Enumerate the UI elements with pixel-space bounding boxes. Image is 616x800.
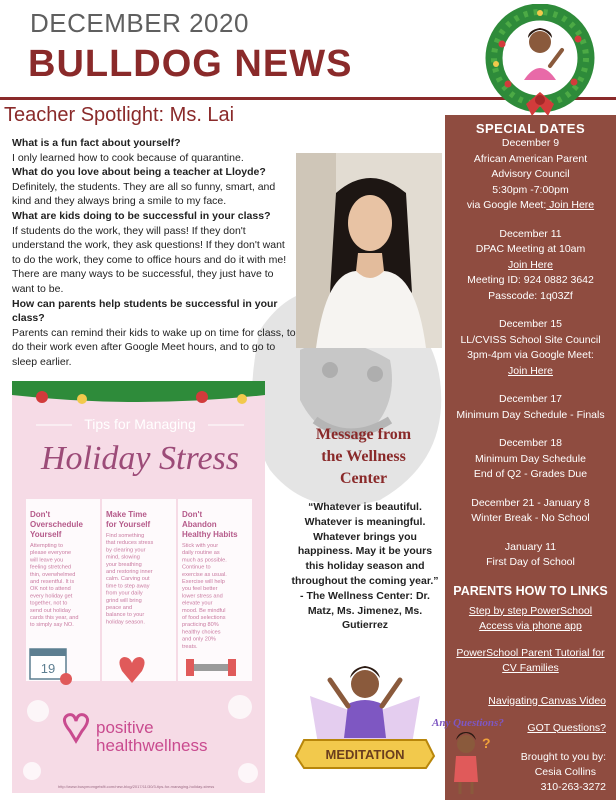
tip-heading: Don't: [182, 510, 203, 519]
event-line: Advisory Council: [491, 168, 570, 180]
teacher-photo: [296, 153, 442, 348]
meditation-label: MEDITATION: [325, 747, 405, 762]
question-mark-icon: ?: [482, 735, 491, 751]
tip-text-line: and resentful. It is: [30, 579, 75, 585]
event-line: via Google Meet:: [466, 199, 547, 211]
wellness-heading-line: the Wellness: [321, 448, 406, 465]
tip-text-line: will leave you: [30, 557, 64, 564]
tip-text-line: every holiday get: [30, 593, 73, 600]
wellness-heading-line: Message from: [315, 426, 412, 443]
tip-text-line: holiday season.: [106, 619, 145, 626]
event-line: LL/CVISS School Site Council: [460, 333, 601, 346]
spotlight-question: How can parents help students be successful in your class?: [12, 297, 278, 325]
footer-line: Brought to you by:: [520, 750, 606, 763]
event-dec-11: [445, 227, 616, 305]
spotlight-answer: Definitely, the students. They are all so funny, smart, and kind and they always bring a smile to my face.: [12, 180, 276, 208]
tip-text-line: from your daily: [106, 590, 143, 597]
event-line: 5:30pm -7:00pm: [492, 183, 569, 196]
tip-text-line: exercise as usual.: [182, 571, 227, 578]
spotlight-question: What do you love about being a teacher at Lloyde?: [12, 166, 266, 179]
event-date: December 15: [498, 318, 563, 330]
meditation-avatar-image: [290, 656, 440, 776]
tip-heading: Overschedule: [30, 520, 83, 529]
event-date: December 11: [499, 227, 562, 240]
calendar-day: 19: [40, 661, 56, 676]
event-date: December 18: [498, 437, 563, 449]
tip-text-line: you feel better: [182, 586, 218, 593]
poster-graphic: [12, 381, 265, 793]
join-link[interactable]: Join Here: [508, 364, 553, 377]
how-to-links-heading: PARENTS HOW TO LINKS: [453, 583, 608, 598]
tip-text-line: please everyone: [30, 550, 72, 557]
tip-text-line: much as possible.: [182, 557, 227, 564]
event-winter-break: [445, 496, 616, 527]
event-line: Passcode: 1q03Zf: [488, 289, 573, 302]
powerschool-phone-link[interactable]: Step by step PowerSchool Access via phone app: [468, 604, 593, 632]
event-date: January 11: [504, 540, 557, 553]
join-link[interactable]: Join Here: [508, 258, 553, 271]
event-line: First Day of School: [486, 556, 575, 568]
event-jan-11: [445, 540, 616, 571]
tip-text-line: time to step away: [106, 583, 150, 590]
any-questions-avatar-image: [430, 704, 514, 796]
brand-positive: positive: [96, 718, 154, 737]
any-questions-label: Any Questions?: [432, 717, 504, 729]
tip-text-line: and only 20%: [182, 636, 216, 643]
tip-text-line: by clearing your: [106, 547, 146, 554]
tip-text-line: to simply say NO.: [30, 622, 74, 629]
wellness-heading-line: Center: [339, 470, 388, 487]
tip-text-line: balance to your: [106, 612, 145, 619]
tip-text-line: that reduces stress: [106, 540, 154, 547]
event-date: December 21 - January 8: [471, 496, 590, 509]
tip-text-line: together, not to: [30, 600, 68, 607]
tip-heading: Healthy Habits: [182, 530, 238, 539]
spotlight-answer: Parents can remind their kids to wake up on time for class, to do their work even after Google Meet hours, and to go to sleep earlier.: [12, 326, 296, 368]
tip-text-line: calm. Carving out: [106, 576, 150, 583]
wellness-quote: “Whatever is beautiful. Whatever is meaningful. Whatever brings you happiness. May it be yours this holiday season and throughout the coming year.” - The Wellness Center: Dr. Matz, Ms. Jimenez, Ms. Gutierrez: [291, 501, 439, 632]
event-line: Winter Break - No School: [471, 512, 590, 524]
event-line: 3pm-4pm via Google Meet:: [467, 349, 594, 361]
brand-healthwellness: healthwellness: [96, 736, 208, 755]
poster-source-url[interactable]: http://www.busymomgetsfit.com/new-blog/2017/11/30/3-tips-for-managing-holiday-stress: [58, 784, 215, 789]
newsletter-title: BULLDOG NEWS: [28, 43, 353, 85]
tip-text-line: send out holiday: [30, 607, 71, 614]
event-line: Meeting ID: 924 0882 3642: [467, 274, 594, 286]
tip-text-line: Continue to: [182, 564, 211, 571]
spotlight-answer: If students do the work, they will pass! If they don't understand the work, they ask questions! If they don't want to do the work, they come to office hours and do it with me! There are many ways to be successful, they just have to want to be.: [12, 224, 287, 295]
tip-text-line: elevate your: [182, 600, 213, 607]
tip-text-line: peace and: [106, 605, 133, 611]
spotlight-interview: [12, 136, 296, 370]
spotlight-answer: I only learned how to cook because of quarantine.: [12, 151, 244, 164]
tip-text-line: thin, overwhelmed: [30, 571, 76, 578]
holiday-stress-poster: [12, 381, 265, 793]
event-line: African American Parent: [473, 152, 588, 165]
wreath-avatar-image: [482, 4, 600, 122]
footer-phone: 310-263-3272: [540, 780, 606, 793]
tip-text-line: lower stress and: [182, 593, 223, 600]
tip-heading: Make Time: [106, 510, 147, 519]
powerschool-tutorial-link[interactable]: PowerSchool Parent Tutorial for CV Families: [456, 646, 605, 674]
tip-text-line: feeling stretched: [30, 564, 72, 571]
tip-text-line: grind will bring: [106, 597, 142, 604]
tip-text-line: of food selections: [182, 615, 226, 621]
join-link[interactable]: Join Here: [546, 199, 595, 211]
tip-text-line: practicing 80%: [182, 622, 219, 629]
event-line: Minimum Day Schedule: [475, 452, 586, 465]
spotlight-question: What are kids doing to be successful in your class?: [12, 209, 271, 222]
spotlight-question: What is a fun fact about yourself?: [12, 137, 181, 149]
poster-title: Holiday Stress: [40, 440, 240, 477]
footer-name: Cesia Collins: [534, 765, 596, 778]
tip-text-line: daily routine as: [182, 550, 220, 557]
event-date: December 9: [501, 137, 560, 149]
special-dates-heading: SPECIAL DATES: [475, 121, 586, 136]
tip-text-line: Find something: [106, 533, 145, 539]
tip-text-line: Attempting to: [30, 543, 63, 549]
tip-text-line: OK not to attend: [30, 586, 71, 593]
tip-text-line: Exercise will help: [182, 579, 225, 585]
spotlight-title: Teacher Spotlight: Ms. Lai: [4, 104, 235, 126]
tip-text-line: mind, slowing: [106, 554, 140, 561]
event-line: End of Q2 - Grades Due: [473, 468, 588, 480]
got-questions-link[interactable]: GOT Questions?: [527, 721, 606, 734]
tip-text-line: and restoring inner: [106, 569, 153, 575]
special-dates-sidebar: [445, 115, 616, 800]
tip-text-line: mood. Be mindful: [182, 607, 226, 614]
tip-text-line: treats.: [182, 643, 198, 650]
event-dec-9: [445, 136, 616, 214]
poster-kicker: Tips for Managing: [84, 416, 196, 432]
tip-text-line: Stick with your: [182, 543, 219, 549]
event-date: December 17: [498, 393, 563, 405]
event-dec-18: [445, 436, 616, 483]
wellness-heading: [293, 424, 434, 490]
event-line: Minimum Day Schedule - Finals: [456, 408, 605, 421]
tip-text-line: healthy choices: [182, 629, 221, 636]
canvas-video-link[interactable]: Navigating Canvas Video: [488, 694, 606, 707]
tip-text-line: your breathing: [106, 561, 142, 568]
tip-heading: Yourself: [30, 530, 62, 539]
event-dec-15: [445, 317, 616, 379]
tip-heading: Don't: [30, 510, 51, 519]
event-line: DPAC Meeting at 10am: [475, 243, 586, 255]
event-dec-17: [445, 392, 616, 423]
tip-heading: Abandon: [182, 520, 217, 529]
tip-text-line: cards this year, and: [30, 615, 79, 621]
newsletter-month: DECEMBER 2020: [30, 8, 249, 38]
tip-heading: for Yourself: [106, 520, 151, 529]
